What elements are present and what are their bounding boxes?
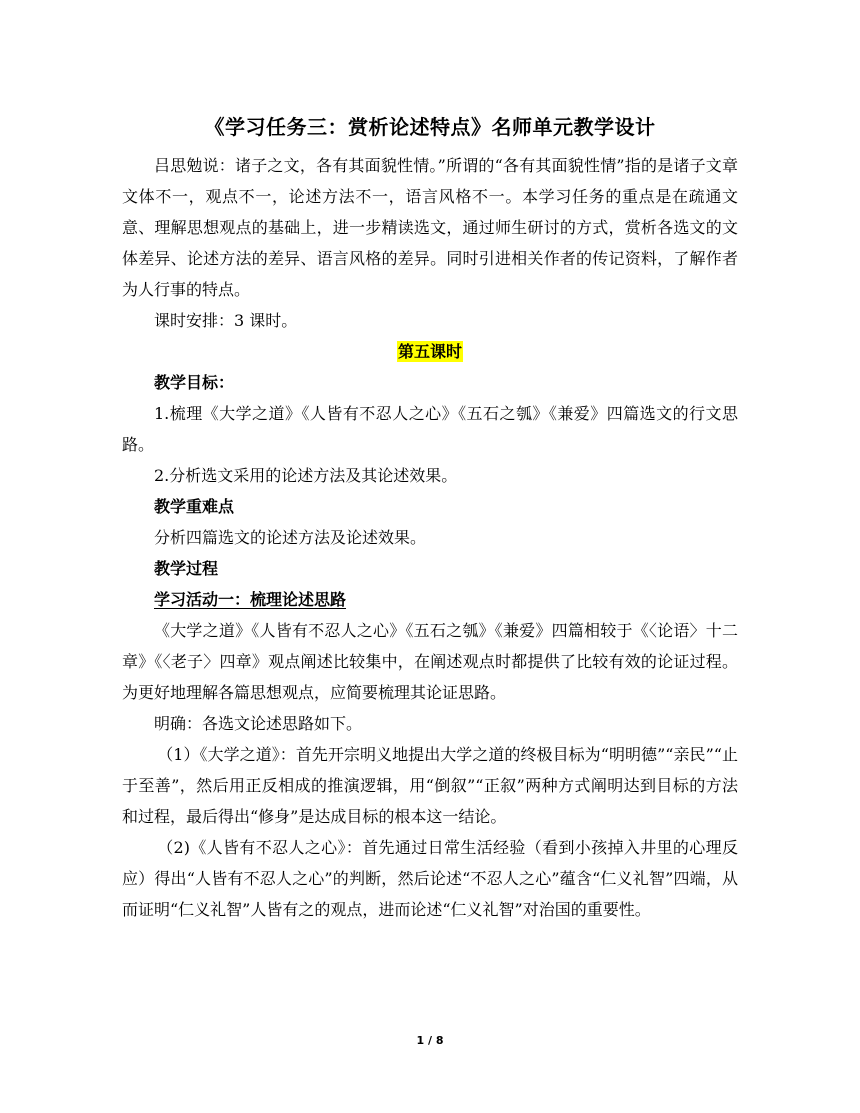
objective-2: 2.分析选文采用的论述方法及其论述效果。 (154, 466, 458, 485)
process-heading: 教学过程 (154, 559, 219, 578)
page-number: 1 / 8 (416, 1034, 444, 1047)
document-title: 《学习任务三：赏析论述特点》名师单元教学设计 (204, 115, 656, 139)
key-points-heading: 教学重难点 (154, 497, 235, 516)
objective-1: 1.梳理《大学之道》《人皆有不忍人之心》《五石之瓠》《兼爱》四篇选文的行文思路。 (122, 404, 738, 454)
point-1: （1）《大学之道》：首先开宗明义地提出大学之道的终极目标为“明明德”“亲民”“止于至善”，然后用正反相成的推演逻辑，用“倒叙”“正叙”两种方式阐明达到目标的方法和过程，最后得出“修身”是达成目标的根本这一结论。 (122, 745, 738, 826)
document-body (122, 150, 738, 925)
objectives-heading: 教学目标： (154, 373, 235, 392)
point-2: （2)《人皆有不忍人之心》：首先通过日常生活经验（看到小孩掉入井里的心理反应）得出“人皆有不忍人之心”的判断，然后论述“不忍人之心”蕴含“仁义礼智”四端，从而证明“仁义礼智”人皆有之的观点，进而论述“仁义礼智”对治国的重要性。 (122, 838, 738, 919)
activity-1-heading: 学习活动一：梳理论述思路 (154, 590, 347, 609)
intro-paragraph: 吕思勉说：诸子之文，各有其面貌性情。”所谓的“各有其面貌性情”指的是诸子文章文体不一，观点不一，论述方法不一，语言风格不一。本学习任务的重点是在疏通文意、理解思想观点的基础上，进一步精读选文，通过师生研讨的方式，赏析各选文的文体差异、论述方法的差异、语言风格的差异。同时引进相关作者的传记资料，了解作者为人行事的特点。 (122, 156, 738, 299)
activity-1-paragraph: 《大学之道》《人皆有不忍人之心》《五石之瓠》《兼爱》四篇相较于《〈论语〉十二章》《〈老子〉四章》观点阐述比较集中，在阐述观点时都提供了比较有效的论证过程。为更好地理解各篇思想观点，应简要梳理其论证思路。 (122, 621, 738, 702)
activity-1-heading-line (122, 584, 738, 615)
lesson-title-line (122, 336, 738, 367)
schedule-line: 课时安排：3 课时。 (154, 311, 298, 330)
lesson-title: 第五课时 (397, 342, 462, 361)
clarify-line: 明确：各选文论述思路如下。 (154, 714, 363, 733)
key-points-text: 分析四篇选文的论述方法及论述效果。 (154, 528, 427, 547)
